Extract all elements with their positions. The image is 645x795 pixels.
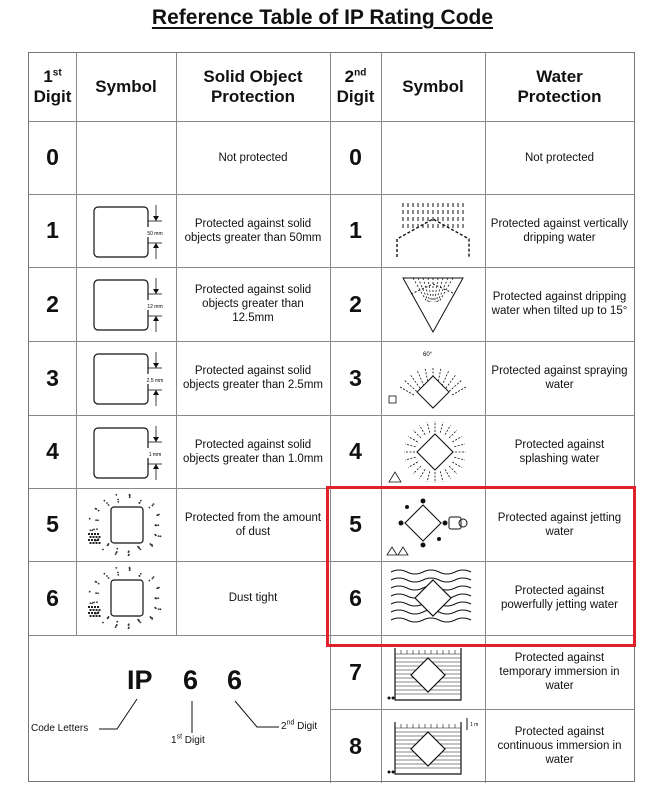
code-first-digit: 6: [183, 665, 199, 695]
water-description-2: Protected against dripping water when tilted up to 15°: [491, 291, 628, 317]
water-digit-6: 6: [349, 584, 362, 611]
svg-text:2.5 mm: 2.5 mm: [146, 378, 164, 384]
water-description-1: Protected against vertically dripping water: [490, 217, 629, 244]
water-description-7: Protected against temporary immersion in water: [499, 652, 620, 692]
page-title: Reference Table of IP Rating Code: [151, 6, 494, 29]
ip-code-example: [29, 635, 330, 783]
solid-description-1: Protected against solid objects greater than 50mm: [184, 217, 322, 244]
code-second-digit: 6: [227, 665, 243, 695]
code-first-digit-label: 1st Digit: [171, 733, 205, 746]
water-description-3: Protected against spraying water: [491, 365, 628, 391]
solid-digit-0: 0: [46, 144, 59, 170]
water-digit-8: 8: [349, 732, 362, 759]
water-digit-1: 1: [349, 217, 362, 243]
water-digit-7: 7: [349, 658, 362, 685]
solid-digit-2: 2: [46, 290, 59, 317]
highlight-box: [326, 486, 636, 647]
water-description-0: Not protected: [524, 151, 595, 164]
water-symbol-1-icon: [381, 194, 485, 267]
water-description-4: Protected against splashing water: [514, 438, 605, 465]
header-symbol-solid: Symbol: [95, 77, 157, 96]
svg-text:1 mm: 1 mm: [148, 451, 162, 458]
solid-symbol-0-icon: [76, 121, 176, 194]
header-water-protection: Water Protection: [517, 67, 602, 106]
code-letters-label: Code Letters: [31, 723, 89, 734]
svg-text:60°: 60°: [423, 352, 433, 358]
solid-symbol-1-icon: [76, 194, 176, 267]
solid-digit-6: 6: [46, 584, 59, 611]
header-first-digit: 1st Digit: [33, 67, 72, 106]
water-digit-5: 5: [349, 511, 362, 537]
water-digit-4: 4: [349, 438, 362, 464]
solid-symbol-2-icon: [76, 267, 176, 341]
water-symbol-2-icon: [381, 267, 485, 341]
header-solid-protection: Solid Object Protection: [203, 67, 303, 106]
water-description-5: Protected against jetting water: [497, 511, 622, 538]
ip-rating-table: [28, 52, 635, 782]
svg-text:1 m: 1 m: [470, 722, 479, 728]
solid-description-0: Not protected: [218, 151, 288, 164]
water-digit-0: 0: [349, 144, 362, 170]
svg-text:50 mm: 50 mm: [147, 230, 163, 237]
water-symbol-3-icon: [381, 341, 485, 415]
solid-symbol-3-icon: [76, 341, 176, 415]
water-symbol-8-icon: [381, 709, 485, 783]
solid-description-4: Protected against solid objects greater than 1.0mm: [183, 438, 323, 465]
solid-description-6: Dust tight: [228, 592, 278, 604]
water-digit-2: 2: [349, 290, 362, 317]
svg-text:12 mm: 12 mm: [147, 304, 163, 310]
solid-description-2: Protected against solid objects greater than 12.5mm: [194, 284, 312, 324]
water-description-8: Protected against continuous immersion in water: [497, 726, 622, 766]
water-symbol-4-icon: [381, 415, 485, 488]
solid-description-5: Protected from the amount of dust: [184, 511, 322, 538]
solid-digit-1: 1: [46, 217, 59, 243]
solid-symbol-4-icon: [76, 415, 176, 488]
code-leader-lines: [29, 635, 330, 783]
water-symbol-0-icon: [381, 121, 485, 194]
code-second-digit-label: 2nd Digit: [281, 719, 318, 732]
code-ip-letters: IP: [127, 665, 153, 695]
solid-symbol-6-icon: [76, 561, 176, 635]
header-symbol-water: Symbol: [402, 77, 464, 96]
solid-digit-4: 4: [46, 438, 59, 464]
solid-description-3: Protected against solid objects greater than 2.5mm: [183, 365, 323, 391]
solid-digit-5: 5: [46, 511, 59, 537]
solid-symbol-5-icon: [76, 488, 176, 561]
solid-digit-3: 3: [46, 364, 59, 391]
header-second-digit: 2nd Digit: [336, 67, 375, 106]
water-description-6: Protected against powerfully jetting water: [501, 585, 618, 611]
water-digit-3: 3: [349, 364, 362, 391]
